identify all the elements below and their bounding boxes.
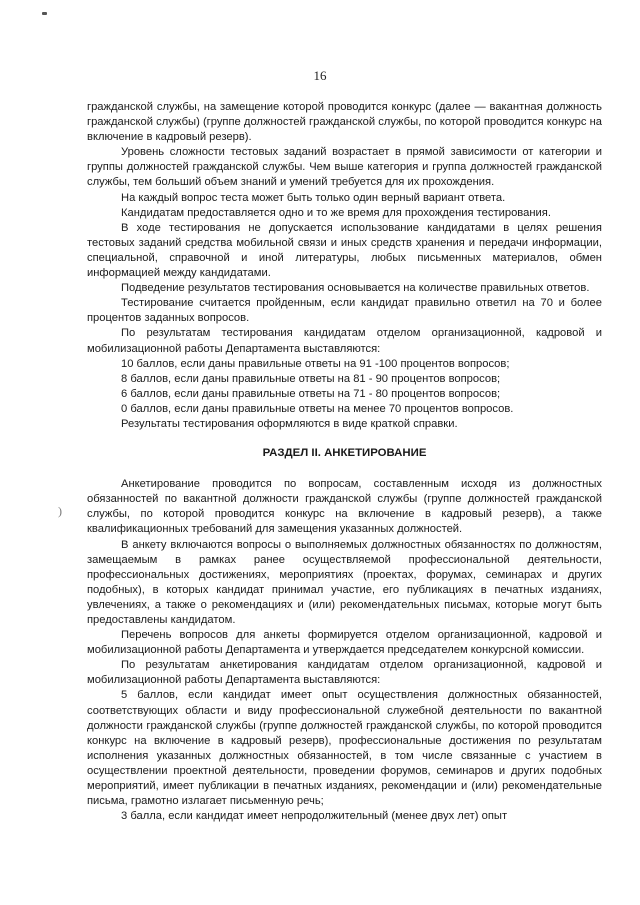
paragraph: 3 балла, если кандидат имеет непродолжительный (менее двух лет) опыт xyxy=(121,810,508,823)
paragraph: гражданской службы, на замещение которой проводится конкурс (далее — вакантная должность гражданской службы) (группе должностей гражданской службы, по которой проводится конкурс на включение в кадровый резерв). xyxy=(87,101,602,144)
score-line: 0 баллов, если даны правильные ответы на менее 70 процентов вопросов. xyxy=(121,402,514,415)
paragraph: 5 баллов, если кандидат имеет опыт осуществления должностных обязанностей, соответствующих области и виду профессиональной служебной деятельности по вакантной должности гражданской службы (группе должностей гражданской службы, по которой проводится конкурс на включение в кадровый резерв), профессиональные достижения по результатам исполнения указанных должностных обязанностей, в том числе связанные с участием в осуществлении проектной деятельности, проведении форумов, семинаров и других подобных мероприятий, имеет публикации в печатных изданиях, рекомендации и (или) рекомендательные письма, грамотно излагает письменную речь; xyxy=(87,689,602,808)
section-heading: РАЗДЕЛ II. АНКЕТИРОВАНИЕ xyxy=(262,447,427,460)
score-line: 6 баллов, если даны правильные ответы на 71 - 80 процентов вопросов; xyxy=(121,387,501,400)
paragraph: В анкету включаются вопросы о выполняемых должностных обязанностях по должностям, замещаемым в рамках ранее осуществляемой профессиональной деятельности, профессиональных достижениях, мероприятиях (проектах, форумах, семинарах и других подобных), в которых кандидат принимал участие, его публикациях в печатных изданиях, увлечениях, а также о рекомендациях и (или) рекомендательных письмах, которые могут быть предоставлены кандидатом. xyxy=(87,538,602,626)
paragraph: Тестирование считается пройденным, если кандидат правильно ответил на 70 и более процентов заданных вопросов. xyxy=(87,297,602,325)
paragraph: Подведение результатов тестирования основывается на количестве правильных ответов. xyxy=(121,282,590,295)
paragraph: Кандидатам предоставляется одно и то же время для прохождения тестирования. xyxy=(121,206,551,219)
paragraph: Анкетирование проводится по вопросам, составленным исходя из должностных обязанностей по вакантной должности гражданской службы (группе должностей гражданской службы, по которой проводится конкурс на включение в кадровый резерв), а также квалификационных требований для замещения указанных должностей. xyxy=(87,478,602,536)
score-line: 8 баллов, если даны правильные ответы на 81 - 90 процентов вопросов; xyxy=(121,372,501,385)
paragraph: На каждый вопрос теста может быть только один верный вариант ответа. xyxy=(121,191,506,204)
paragraph: Результаты тестирования оформляются в виде краткой справки. xyxy=(121,417,458,430)
section-body-top xyxy=(87,100,602,432)
page-number: 16 xyxy=(313,68,327,83)
document-body xyxy=(87,100,602,824)
section-body-bottom xyxy=(87,477,602,824)
paragraph: В ходе тестирования не допускается использование кандидатами в целях решения тестовых заданий средства мобильной связи и иных средств хранения и передачи информации, специальной, справочной и иной литературы, любых письменных материалов, обмен информацией между кандидатами. xyxy=(87,221,602,280)
paragraph: По результатам тестирования кандидатам отделом организационной, кадровой и мобилизационной работы Департамента выставляются: xyxy=(87,327,602,355)
scan-speck xyxy=(42,12,47,15)
paragraph: Уровень сложности тестовых заданий возрастает в прямой зависимости от категории и группы должностей гражданской службы. Чем выше категория и группа должностей гражданской службы, тем больший объем знаний и умений требуется для их прохождения. xyxy=(87,146,602,189)
paragraph: Перечень вопросов для анкеты формируется отделом организационной, кадровой и мобилизационной работы Департамента и утверждается председателем конкурсной комиссии. xyxy=(87,629,602,657)
score-line: 10 баллов, если даны правильные ответы на 91 -100 процентов вопросов; xyxy=(121,357,510,370)
paragraph: По результатам анкетирования кандидатам отделом организационной, кадровой и мобилизационной работы Департамента выставляются: xyxy=(87,659,602,687)
margin-mark: ) xyxy=(58,504,62,518)
